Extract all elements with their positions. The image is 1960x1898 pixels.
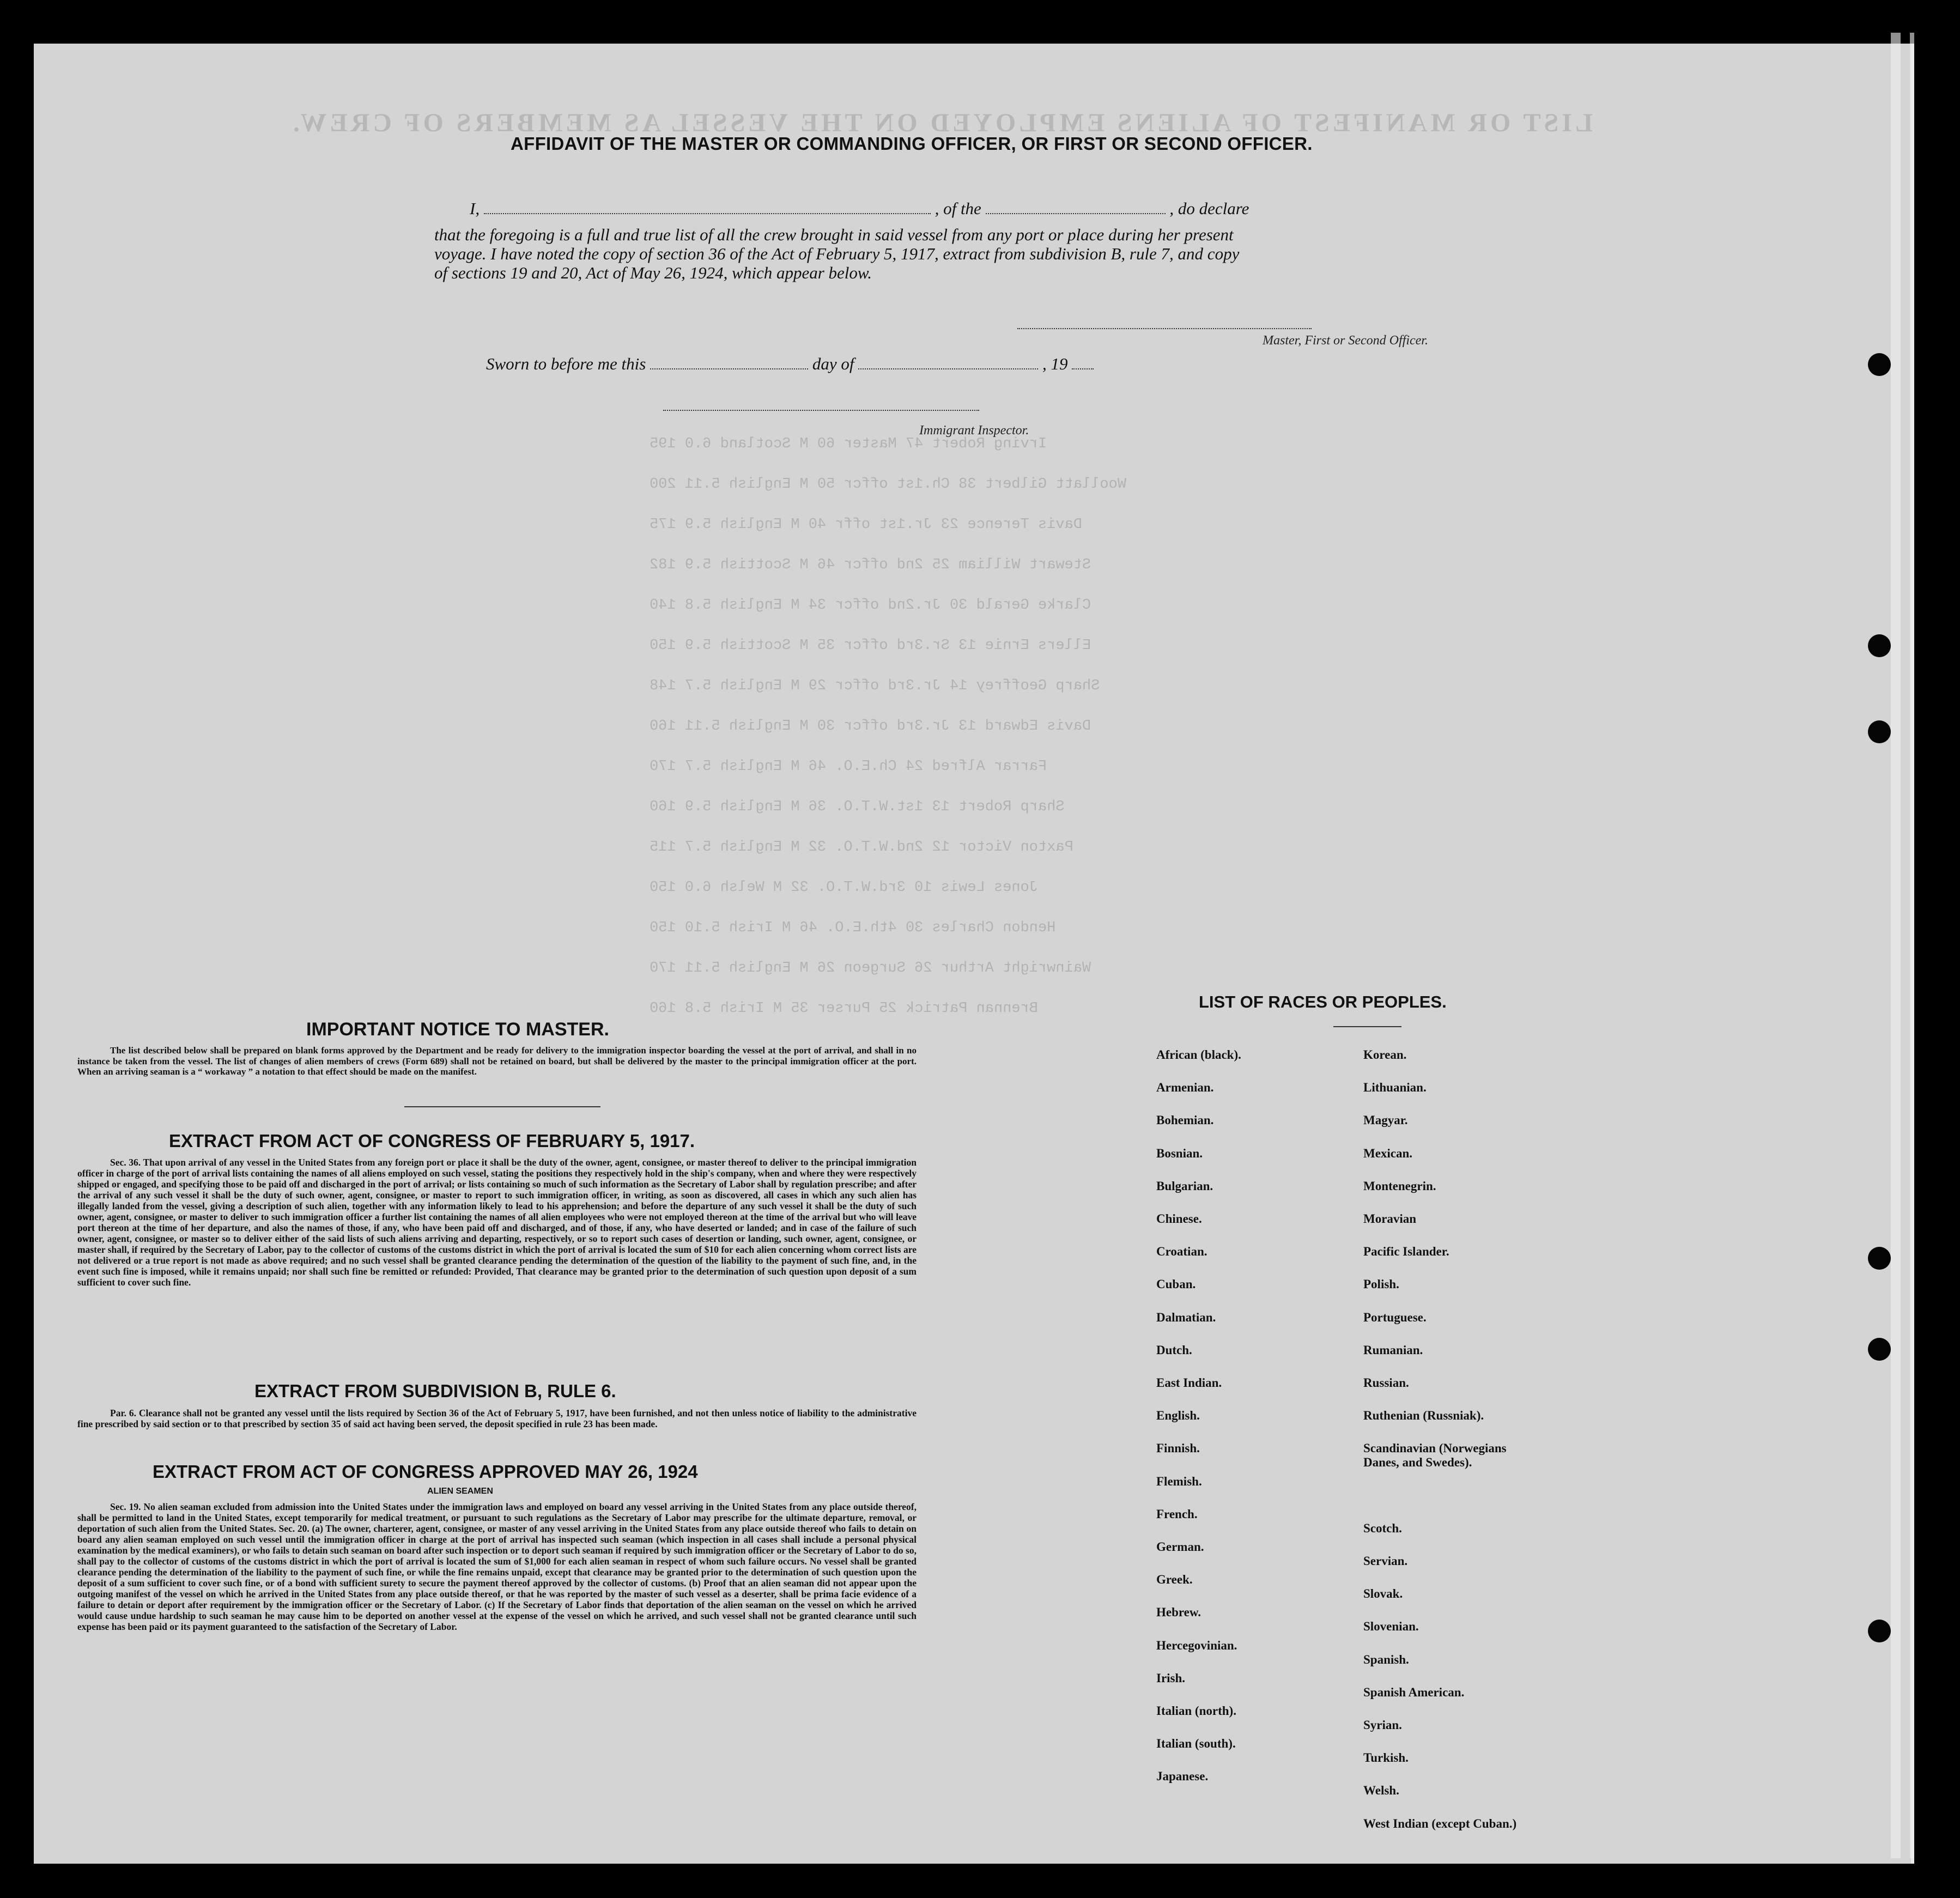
- race-item: Portuguese.: [1363, 1310, 1427, 1324]
- rule6-title: EXTRACT FROM SUBDIVISION B, RULE 6.: [254, 1381, 616, 1401]
- rule6-body: Par. 6. Clearance shall not be granted any vessel until the lists required by Section 36 of the Act of February 5, 1917, have been furnished, and not then unless notice of liability to the administrative fine prescribed by said section or to that prescribed by section 35 of said act having been served, the deposit specified in rule 23 has been made.: [77, 1408, 917, 1429]
- race-item: Cuban.: [1156, 1277, 1196, 1291]
- vessel-blank[interactable]: [986, 201, 1166, 214]
- race-item: Dalmatian.: [1156, 1310, 1216, 1324]
- race-item: Bosnian.: [1156, 1146, 1203, 1160]
- do-declare-label: , do declare: [1169, 199, 1249, 218]
- bleedthrough-row: Davis Terence 23 Jr.1st offr 40 M English 5.9 175: [650, 517, 1082, 533]
- extract-1917-title: EXTRACT FROM ACT OF CONGRESS OF FEBRUARY 5, 1917.: [169, 1131, 695, 1151]
- inspector-signature-line[interactable]: [663, 410, 979, 411]
- race-item: Italian (south).: [1156, 1737, 1236, 1751]
- binder-hole: [1868, 1247, 1891, 1270]
- race-item: Danes, and Swedes).: [1363, 1456, 1472, 1470]
- of-the-label: , of the: [935, 199, 981, 218]
- race-item: Bohemian.: [1156, 1113, 1214, 1127]
- race-item: Flemish.: [1156, 1474, 1202, 1488]
- binder-hole: [1868, 1338, 1891, 1361]
- race-item: Greek.: [1156, 1573, 1193, 1587]
- bleedthrough-row: Ellers Ernie 13 Sr.3rd offcr 35 M Scottish 5.9 150: [650, 638, 1091, 654]
- race-item: Magyar.: [1363, 1113, 1408, 1127]
- race-item: German.: [1156, 1540, 1204, 1554]
- bleedthrough-row: Farrar Alfred 24 Ch.E.O. 46 M English 5.7 170: [650, 759, 1047, 775]
- master-label: Master, First or Second Officer.: [1263, 333, 1428, 348]
- year-blank[interactable]: [1072, 356, 1094, 369]
- manifest-sheet: [34, 44, 1914, 1864]
- race-item: Polish.: [1363, 1277, 1399, 1291]
- bleedthrough-heading: LIST OR MANIFEST OF ALIENS EMPLOYED ON THE VESSEL AS MEMBERS OF CREW.: [290, 108, 1593, 137]
- binder-hole: [1868, 720, 1891, 743]
- month-blank[interactable]: [858, 356, 1038, 369]
- extract-1917-body: Sec. 36. That upon arrival of any vessel in the United States from any foreign port or place it shall be the duty of the owner, agent, consignee, or master thereof to deliver to the principal immigration officer in charge of the port of arrival lists containing the names of all aliens employed on such vessel, stating the positions they respectively hold in the ship's company, when and where they were respectively shipped or engaged, and specifying those to be paid off and discharged in the port of arrival; or lists containing so much of such information as the Secretary of Labor shall by regulation prescribe; and after the arrival of any such vessel it shall be the duty of such owner, agent, consignee, or master to report to such immigration officer, in writing, as soon as discovered, all cases in which any such alien has illegally landed from the vessel, giving a description of such alien, together with any information likely to lead to his apprehension; and before the departure of any such vessel it shall be the duty of such owner, agent, consignee, or master to deliver to such immigration officer a further list containing the names of all alien employees who were not employed thereon at the time of the arrival but who will leave port thereon at the time of her departure, and also the names of those, if any, who have been paid off and discharged, and of those, if any, who have deserted or landed; and in case of the failure of such owner, agent, consignee, or master so to deliver either of the said lists of such aliens arriving and departing, respectively, or so to report such cases of desertion or landing, such owner, agent, consignee, or master shall, if required by the Secretary of Labor, pay to the collector of customs of the customs district in which the port of arrival is located the sum of $10 for each alien concerning whom correct lists are not delivered or a true report is not made as above required; and no such vessel shall be granted clearance pending the determination of the question of the liability to the payment of such fine, and, in the event such fine is imposed, while it remains unpaid; nor shall such fine be remitted or refunded: Provided, That clearance may be granted prior to the determination of such question upon deposit of a sum sufficient to cover such fine.: [77, 1157, 917, 1288]
- race-item: Syrian.: [1363, 1718, 1402, 1732]
- notice-divider: [404, 1106, 600, 1107]
- bleedthrough-row: Sharp Robert 13 1st.W.T.O. 36 M English 5.9 160: [650, 799, 1065, 815]
- day-blank[interactable]: [650, 356, 808, 369]
- race-item: Chinese.: [1156, 1212, 1202, 1226]
- binder-hole: [1868, 634, 1891, 657]
- affidavit-title: AFFIDAVIT OF THE MASTER OR COMMANDING OFFICER, OR FIRST OR SECOND OFFICER.: [511, 134, 1313, 154]
- race-item: Scotch.: [1363, 1521, 1402, 1535]
- race-item: Irish.: [1156, 1671, 1186, 1685]
- bleedthrough-row: Sharp Geoffrey 14 Jr.3rd offcr 29 M English 5.7 148: [650, 678, 1100, 694]
- page-edge: [1891, 33, 1901, 1858]
- race-item: West Indian (except Cuban.): [1363, 1816, 1517, 1830]
- extract-1924-subtitle: ALIEN SEAMEN: [427, 1487, 493, 1496]
- race-item: Dutch.: [1156, 1343, 1192, 1357]
- race-item: East Indian.: [1156, 1376, 1222, 1390]
- race-item: Bulgarian.: [1156, 1179, 1213, 1193]
- sworn-label: Sworn to before me this: [486, 354, 646, 373]
- inspector-label: Immigrant Inspector.: [919, 423, 1029, 438]
- bleedthrough-row: Wainwright Arthur 26 Surgeon 26 M English 5.11 170: [650, 960, 1091, 977]
- race-item: Montenegrin.: [1363, 1179, 1436, 1193]
- affidavit-line-2: that the foregoing is a full and true list of all the crew brought in said vessel from any port or place during her present: [434, 225, 1234, 244]
- race-item: Welsh.: [1363, 1784, 1399, 1798]
- race-item: Scandinavian (Norwegians: [1363, 1441, 1507, 1456]
- bleedthrough-row: Davis Edward 13 Jr.3rd offcr 30 M English 5.11 160: [650, 718, 1091, 735]
- race-item: Rumanian.: [1363, 1343, 1423, 1357]
- race-item: Spanish American.: [1363, 1685, 1465, 1699]
- race-item: African (black).: [1156, 1048, 1241, 1062]
- day-of-label: day of: [812, 354, 854, 373]
- races-divider: [1333, 1026, 1401, 1027]
- race-item: Russian.: [1363, 1376, 1409, 1390]
- race-item: Korean.: [1363, 1048, 1407, 1062]
- year-label: , 19: [1042, 354, 1068, 373]
- race-item: Lithuanian.: [1363, 1081, 1427, 1095]
- name-blank[interactable]: [484, 201, 931, 214]
- race-item: English.: [1156, 1409, 1200, 1423]
- bleedthrough-row: Jones Lewis 10 3rd.W.T.O. 32 M Welsh 6.0 150: [650, 880, 1038, 896]
- race-item: Mexican.: [1363, 1146, 1413, 1160]
- race-item: Hercegovinian.: [1156, 1638, 1237, 1652]
- race-item: Turkish.: [1363, 1751, 1409, 1765]
- notice-title: IMPORTANT NOTICE TO MASTER.: [306, 1019, 609, 1040]
- races-title: LIST OF RACES OR PEOPLES.: [1199, 992, 1447, 1011]
- bleedthrough-row: Brennan Patrick 25 Purser 35 M Irish 5.8 160: [650, 1000, 1038, 1017]
- bleedthrough-row: Paxton Victor 12 2nd.W.T.O. 32 M English 5.7 115: [650, 839, 1073, 856]
- race-item: Spanish.: [1363, 1652, 1409, 1666]
- binder-hole: [1868, 1620, 1891, 1642]
- sworn-line: [486, 354, 1094, 374]
- signature-line[interactable]: [1017, 328, 1312, 329]
- race-item: Slovenian.: [1363, 1620, 1419, 1634]
- affidavit-line-3: voyage. I have noted the copy of section 36 of the Act of February 5, 1917, extract from subdivision B, rule 7, and copy: [434, 244, 1240, 263]
- race-item: Pacific Islander.: [1363, 1245, 1449, 1259]
- extract-1924-body: Sec. 19. No alien seaman excluded from admission into the United States under the immigration laws and employed on board any vessel arriving in the United States from any place outside thereof, shall be permitted to land in the United States, except temporarily for medical treatment, or pursuant to such regulations as the Secretary of Labor may prescribe for the ultimate departure, removal, or deportation of such alien from the United States. Sec. 20. (a) The owner, charterer, agent, consignee, or master of any vessel arriving in the United States from any place outside thereof who fails to detain on board any alien seaman employed on such vessel until the immigration officer in charge at the port of arrival has inspected such seaman (which inspection in all cases shall include a personal physical examination by the medical examiners), or who fails to detain such seaman on board after such inspection or to deport such seaman if required by such immigration officer or the Secretary of Labor to do so, shall pay to the collector of customs of the customs district in which the port of arrival is located the sum of $1,000 for each alien seaman in respect of whom such failure occurs. No vessel shall be granted clearance pending the determination of the liability to the payment of such fine, or while the fine remains unpaid, except that clearance may be granted prior to the determination of such question upon the deposit of a sum sufficient to cover such fine, or of a bond with sufficient surety to secure the payment thereof approved by the collector of customs. (b) Proof that an alien seaman did not appear upon the outgoing manifest of the vessel on which he arrived in the United States from any place outside thereof, or that he was reported by the master of such vessel as a deserter, shall be prima facie evidence of a failure to detain or deport after requirement by the immigration officer or the Secretary of Labor. (c) If the Secretary of Labor finds that deportation of the alien seaman on the vessel on which he arrived would cause undue hardship to such seaman he may cause him to be deported on another vessel at the expense of the vessel on which he arrived, and such vessel shall not be granted clearance until such expense has been paid or its payment guaranteed to the satisfaction of the Secretary of Labor.: [77, 1501, 917, 1632]
- bleedthrough-row: Irving Robert 47 Master 60 M Scotland 6.0 195: [650, 436, 1047, 452]
- i-label: I,: [470, 199, 480, 218]
- binder-hole: [1868, 353, 1891, 376]
- race-item: Slovak.: [1363, 1587, 1403, 1601]
- race-item: Italian (north).: [1156, 1704, 1236, 1718]
- affidavit-line-4: of sections 19 and 20, Act of May 26, 1924, which appear below.: [434, 263, 872, 282]
- extract-1924-title: EXTRACT FROM ACT OF CONGRESS APPROVED MAY 26, 1924: [153, 1462, 698, 1482]
- race-item: Moravian: [1363, 1212, 1417, 1226]
- race-item: Hebrew.: [1156, 1605, 1201, 1620]
- page-edge-2: [1910, 33, 1914, 1858]
- race-item: Finnish.: [1156, 1441, 1200, 1456]
- bleedthrough-row: Hendon Charles 30 4th.E.O. 46 M Irish 5.10 150: [650, 920, 1056, 936]
- bleedthrough-row: Clarke Gerald 30 Jr.2nd offcr 34 M English 5.8 140: [650, 597, 1091, 614]
- race-item: Armenian.: [1156, 1081, 1214, 1095]
- race-item: Ruthenian (Russniak).: [1363, 1409, 1484, 1423]
- race-item: Japanese.: [1156, 1769, 1209, 1784]
- bleedthrough-row: Stewart William 25 2nd offcr 46 M Scottish 5.9 182: [650, 557, 1091, 573]
- race-item: Servian.: [1363, 1554, 1408, 1568]
- race-item: French.: [1156, 1507, 1198, 1521]
- race-item: Croatian.: [1156, 1245, 1207, 1259]
- bleedthrough-row: Woollatt Gilbert 38 Ch.1st offcr 50 M English 5.11 200: [650, 476, 1126, 493]
- notice-body: The list described below shall be prepared on blank forms approved by the Department and be ready for delivery to the immigration inspector boarding the vessel at the port of arrival, and shall in no instance be taken from the vessel. The list of changes of alien members of crews (Form 689) shall not be retained on board, but shall be delivered by the master to the principal immigration officer at the port. When an arriving seaman is a “ workaway ” a notation to that effect should be made on the manifest.: [77, 1045, 917, 1077]
- affidavit-line-1: [470, 199, 1249, 219]
